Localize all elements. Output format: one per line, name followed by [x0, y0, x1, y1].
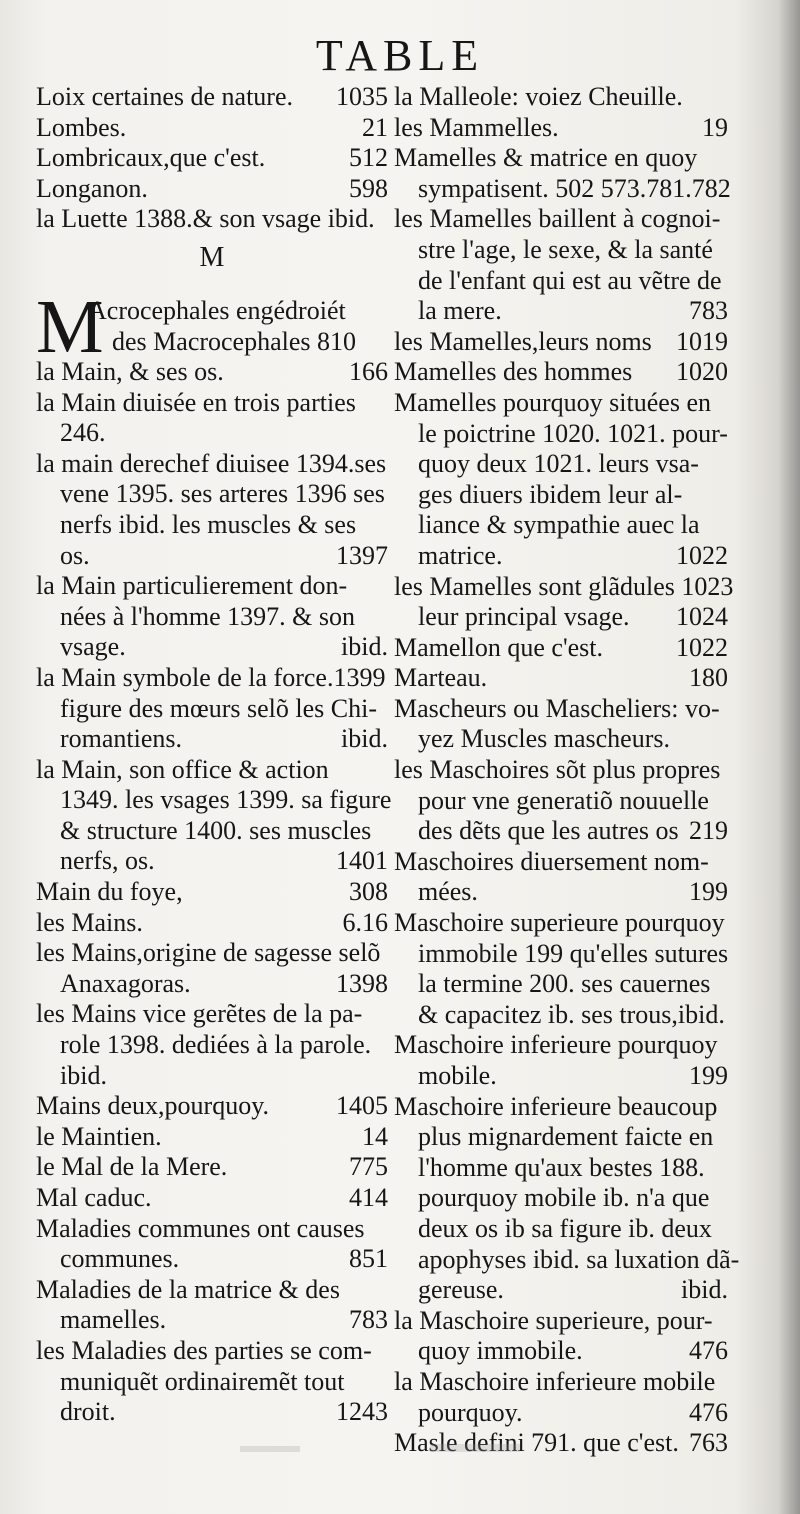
- index-entry: [36, 1305, 388, 1336]
- index-entry: [36, 938, 388, 969]
- index-entry: [394, 908, 728, 939]
- entry-text: nées à l'homme 1397. & son: [60, 601, 355, 631]
- index-entry: [36, 877, 388, 908]
- index-entry: [394, 1061, 728, 1092]
- entry-text: ges diuers ibidem leur al-: [418, 479, 683, 509]
- entry-text: la Maschoire inferieure mobile: [394, 1366, 716, 1396]
- index-entry: [394, 113, 728, 144]
- index-entry: [36, 785, 392, 816]
- entry-text: figure des mœurs selõ les Chi-: [60, 693, 378, 723]
- index-entry: [36, 694, 388, 725]
- index-entry: [36, 969, 388, 1000]
- index-entry: [394, 1367, 728, 1398]
- entry-text: la Maschoire superieure, pour-: [394, 1305, 713, 1335]
- index-entry: [36, 999, 388, 1030]
- entry-page-number: 1024: [676, 602, 728, 632]
- index-entry: [36, 449, 388, 480]
- index-entry: [394, 1000, 728, 1031]
- index-entry: [394, 1030, 728, 1061]
- entry-page-number: 476: [689, 1397, 728, 1427]
- entry-page-number: 1022: [676, 632, 728, 662]
- entry-text: la Main particulierement don-: [36, 571, 348, 601]
- entry-text: quoy deux 1021. leurs vsa-: [418, 449, 699, 479]
- entry-page-number: 1020: [676, 357, 728, 387]
- index-entry: [36, 1183, 388, 1214]
- drop-cap-lines: [88, 296, 388, 357]
- entry-text: Main du foye,: [36, 877, 183, 907]
- index-entry: [394, 1183, 728, 1214]
- index-entry: [36, 388, 388, 419]
- index-entry: [394, 1244, 740, 1276]
- index-entry: [394, 1092, 728, 1123]
- index-entry: [394, 816, 728, 847]
- drop-cap: M: [36, 284, 104, 369]
- index-entry: [394, 969, 728, 1000]
- entry-page-number: 1401: [336, 846, 388, 876]
- entry-text: Maschoires diuersement nom-: [394, 846, 709, 876]
- index-entry: [36, 174, 388, 205]
- index-entry: [36, 1091, 388, 1122]
- entry-text: les Maschoires sõt plus propres: [394, 755, 721, 785]
- entry-text: Mal caduc.: [36, 1183, 152, 1212]
- left-entries: [36, 356, 392, 1428]
- entry-text: gereuse.: [418, 1275, 504, 1305]
- left-top-entries: [36, 82, 388, 235]
- entry-text: Lombes.: [36, 112, 127, 142]
- entry-text: la termine 200. ses cauernes: [418, 969, 711, 999]
- entry-text: Maladies communes ont causes: [36, 1213, 365, 1243]
- entry-text: pourquoy mobile ib. n'a que: [418, 1183, 710, 1213]
- entry-text: Masle defini 791. que c'est.: [394, 1428, 679, 1458]
- entry-text: muniquẽt ordinairemẽt tout: [60, 1366, 345, 1396]
- index-entry: [88, 327, 388, 358]
- entry-text: la mere.: [418, 296, 502, 326]
- entry-text: Mascheurs ou Mascheliers: vo-: [394, 693, 720, 723]
- index-entry: [36, 479, 388, 510]
- index-entry: [394, 694, 728, 725]
- entry-page-number: 1019: [676, 326, 728, 356]
- index-entry: [36, 724, 388, 755]
- entry-text: Lombricaux,que c'est.: [36, 143, 266, 173]
- entry-text: role 1398. dediées à la parole.: [60, 1030, 372, 1060]
- entry-page-number: 414: [349, 1183, 388, 1212]
- index-entry: [394, 296, 728, 327]
- index-entry: [394, 235, 728, 266]
- entry-text: ibid.: [60, 1060, 107, 1090]
- entry-text: nerfs ibid. les muscles & ses: [60, 509, 357, 539]
- entry-text: pourquoy.: [418, 1397, 523, 1427]
- entry-text: Marteau.: [394, 663, 488, 693]
- entry-text: sympatisent. 502 573.781.782: [418, 173, 731, 203]
- entry-text: les Mains.: [36, 907, 143, 937]
- entry-text: Acrocephales engédroiét: [88, 295, 346, 325]
- entry-page-number: 783: [349, 1305, 388, 1335]
- entry-text: la main derechef diuisee 1394.ses: [36, 448, 387, 478]
- entry-text: Maschoire inferieure beaucoup: [394, 1091, 718, 1121]
- entry-text: Mamelles pourquoy situées en: [394, 387, 711, 417]
- entry-page-number: 180: [689, 663, 728, 693]
- entry-page-number: 1243: [336, 1397, 388, 1427]
- index-entry: [36, 846, 388, 877]
- index-entry: [36, 418, 388, 449]
- index-entry: [36, 1336, 388, 1367]
- entry-page-number: 476: [689, 1336, 728, 1366]
- entry-page-number: 1405: [336, 1091, 388, 1121]
- entry-text: le poictrine 1020. 1021. pour-: [418, 418, 728, 448]
- index-entry: [394, 877, 728, 908]
- entry-text: Mamelles des hommes: [394, 357, 633, 387]
- entry-page-number: 1022: [676, 540, 728, 570]
- entry-page-number: ibid.: [341, 632, 388, 662]
- entry-text: la Luette 1388.& son vsage ibid.: [36, 204, 375, 234]
- index-entry: [36, 1214, 388, 1245]
- entry-text: les Mamelles,leurs noms: [394, 326, 652, 356]
- entry-text: la Main, & ses os.: [36, 356, 224, 386]
- entry-text: mobile.: [418, 1061, 497, 1090]
- entry-page-number: 763: [689, 1428, 728, 1458]
- entry-text: apophyses ibid. sa luxation dã-: [418, 1244, 740, 1274]
- index-entry: [394, 602, 728, 633]
- page-header: TABLE: [315, 31, 485, 80]
- index-entry: [394, 755, 728, 786]
- entry-text: romantiens.: [60, 724, 183, 754]
- index-entry: [394, 939, 728, 970]
- entry-page-number: 851: [349, 1244, 388, 1274]
- entry-text: liance & sympathie auec la: [418, 510, 700, 540]
- index-entry: [394, 1275, 728, 1306]
- entry-page-number: ibid.: [681, 1275, 728, 1305]
- index-entry: [36, 204, 388, 235]
- entry-text: les Mains vice gerẽtes de la pa-: [36, 999, 363, 1029]
- entry-text: pour vne generatiõ nouuelle: [418, 785, 709, 815]
- entry-text: les Maladies des parties se com-: [36, 1335, 372, 1365]
- entry-page-number: 512: [349, 143, 388, 173]
- index-entry: [36, 632, 388, 663]
- entry-text: le Mal de la Mere.: [36, 1152, 228, 1182]
- index-entry: [394, 847, 728, 878]
- index-entry: [88, 296, 388, 327]
- entry-text: immobile 199 qu'elles sutures: [418, 938, 729, 968]
- index-entry: [36, 908, 388, 939]
- index-entry: [394, 786, 728, 817]
- entry-text: la Main, son office & action: [36, 754, 329, 784]
- page-edge-shadow: [778, 0, 800, 1514]
- entry-text: Maladies de la matrice & des: [36, 1274, 340, 1304]
- index-entry: [394, 143, 728, 174]
- entry-text: des Macrocephales 810: [112, 326, 357, 356]
- entry-page-number: 19: [702, 112, 728, 142]
- entry-page-number: 219: [689, 816, 728, 846]
- index-entry: [36, 82, 388, 113]
- entry-page-number: 1397: [336, 540, 388, 570]
- index-entry: [36, 541, 388, 572]
- entry-text: communes.: [60, 1244, 180, 1274]
- index-entry: [394, 510, 728, 541]
- index-entry: [394, 1153, 728, 1184]
- index-entry: [394, 541, 728, 572]
- entry-text: les Mamelles sont glãdules 1023: [394, 571, 734, 601]
- index-entry: [36, 1061, 388, 1092]
- entry-page-number: 1035: [336, 82, 388, 111]
- entry-text: mées.: [418, 877, 478, 907]
- entry-text: vene 1395. ses arteres 1396 ses: [60, 479, 385, 509]
- entry-page-number: 1398: [336, 968, 388, 998]
- entry-text: yez Muscles mascheurs.: [418, 724, 670, 754]
- entry-text: leur principal vsage.: [418, 602, 630, 632]
- entry-text: deux os ib sa figure ib. deux: [418, 1213, 712, 1243]
- index-entry: [36, 816, 388, 847]
- entry-text: & structure 1400. ses muscles: [60, 815, 372, 845]
- index-entry: [394, 1122, 728, 1153]
- index-entry: [394, 82, 728, 113]
- index-entry: [36, 1152, 388, 1183]
- entry-text: de l'enfant qui est au vẽtre de: [418, 265, 722, 295]
- index-entry: [394, 1398, 728, 1429]
- index-entry: [394, 724, 728, 755]
- entry-page-number: 775: [349, 1152, 388, 1182]
- bleed-through-marks: [200, 1440, 600, 1460]
- entry-page-number: 199: [689, 877, 728, 907]
- entry-page-number: 199: [689, 1061, 728, 1090]
- index-entry: [36, 1397, 388, 1428]
- entry-text: mamelles.: [60, 1305, 167, 1335]
- index-entry: [36, 1122, 388, 1153]
- index-entry: [394, 419, 728, 450]
- entry-text: Maschoire superieure pourquoy: [394, 908, 725, 938]
- index-entry: [394, 204, 728, 235]
- entry-text: la Malleole: voiez Cheuille.: [394, 82, 683, 111]
- entry-text: des dẽts que les autres os: [418, 816, 679, 846]
- entry-page-number: 308: [349, 877, 388, 907]
- index-entry: [36, 143, 388, 174]
- index-entry: [394, 1214, 728, 1245]
- index-entry: [36, 1244, 388, 1275]
- entry-text: les Mains,origine de sagesse selõ: [36, 938, 381, 968]
- entry-page-number: 783: [689, 296, 728, 326]
- entry-text: quoy immobile.: [418, 1336, 583, 1366]
- index-entry: [36, 1275, 388, 1306]
- entry-text: les Mamelles baillent à cognoi-: [394, 204, 721, 234]
- index-entry: [394, 1336, 728, 1367]
- index-entry: [36, 113, 388, 144]
- entry-text: le Maintien.: [36, 1121, 162, 1151]
- left-column: [36, 82, 392, 1428]
- index-entry: [36, 663, 388, 694]
- index-entry: [394, 480, 728, 511]
- entry-text: les Mammelles.: [394, 112, 559, 142]
- index-entry: [394, 1306, 728, 1337]
- entry-text: os.: [60, 540, 90, 570]
- entry-text: Mamellon que c'est.: [394, 632, 604, 662]
- entry-text: Maschoire inferieure pourquoy: [394, 1030, 718, 1060]
- entry-text: Longanon.: [36, 173, 148, 203]
- entry-text: matrice.: [418, 540, 503, 570]
- section-letter: M: [199, 241, 225, 273]
- entry-page-number: 21: [362, 112, 388, 142]
- entry-text: Loix certaines de nature.: [36, 82, 293, 111]
- entry-text: Mains deux,pourquoy.: [36, 1091, 270, 1121]
- index-entry: [394, 327, 728, 358]
- entry-page-number: 166: [349, 356, 388, 386]
- entry-text: plus mignardement faicte en: [418, 1122, 714, 1152]
- index-entry: [394, 571, 734, 603]
- entry-text: 1349. les vsages 1399. sa figure: [60, 785, 392, 815]
- entry-text: l'homme qu'aux bestes 188.: [418, 1152, 705, 1182]
- index-entry: [394, 266, 728, 297]
- entry-page-number: 6.16: [342, 907, 388, 937]
- entry-text: stre l'age, le sexe, & la santé: [418, 234, 713, 264]
- drop-cap-entry: [36, 284, 388, 369]
- entry-text: Anaxagoras.: [60, 968, 191, 998]
- index-entry: [394, 388, 728, 419]
- index-entry: [36, 571, 388, 602]
- entry-text: & capacitez ib. ses trous,ibid.: [418, 999, 725, 1029]
- entry-page-number: ibid.: [341, 724, 388, 754]
- index-entry: [394, 663, 728, 694]
- index-entry: [394, 173, 731, 205]
- right-column: [394, 82, 740, 1459]
- entry-text: la Main diuisée en trois parties: [36, 387, 356, 417]
- entry-text: nerfs, os.: [60, 846, 155, 876]
- entry-page-number: 14: [362, 1121, 388, 1151]
- index-entry: [394, 633, 728, 664]
- entry-text: droit.: [60, 1397, 116, 1427]
- index-entry: [394, 449, 728, 480]
- index-entry: [36, 510, 388, 541]
- index-entry: [36, 1367, 388, 1398]
- right-entries: [394, 82, 740, 1459]
- index-entry: [36, 755, 388, 786]
- index-entry: [36, 602, 388, 633]
- index-entry: [394, 357, 728, 388]
- entry-text: vsage.: [60, 632, 126, 662]
- entry-text: 246.: [60, 418, 106, 448]
- entry-text: la Main symbole de la force.1399: [36, 662, 386, 692]
- entry-text: Mamelles & matrice en quoy: [394, 143, 698, 173]
- index-entry: [36, 1030, 388, 1061]
- entry-page-number: 598: [349, 173, 388, 203]
